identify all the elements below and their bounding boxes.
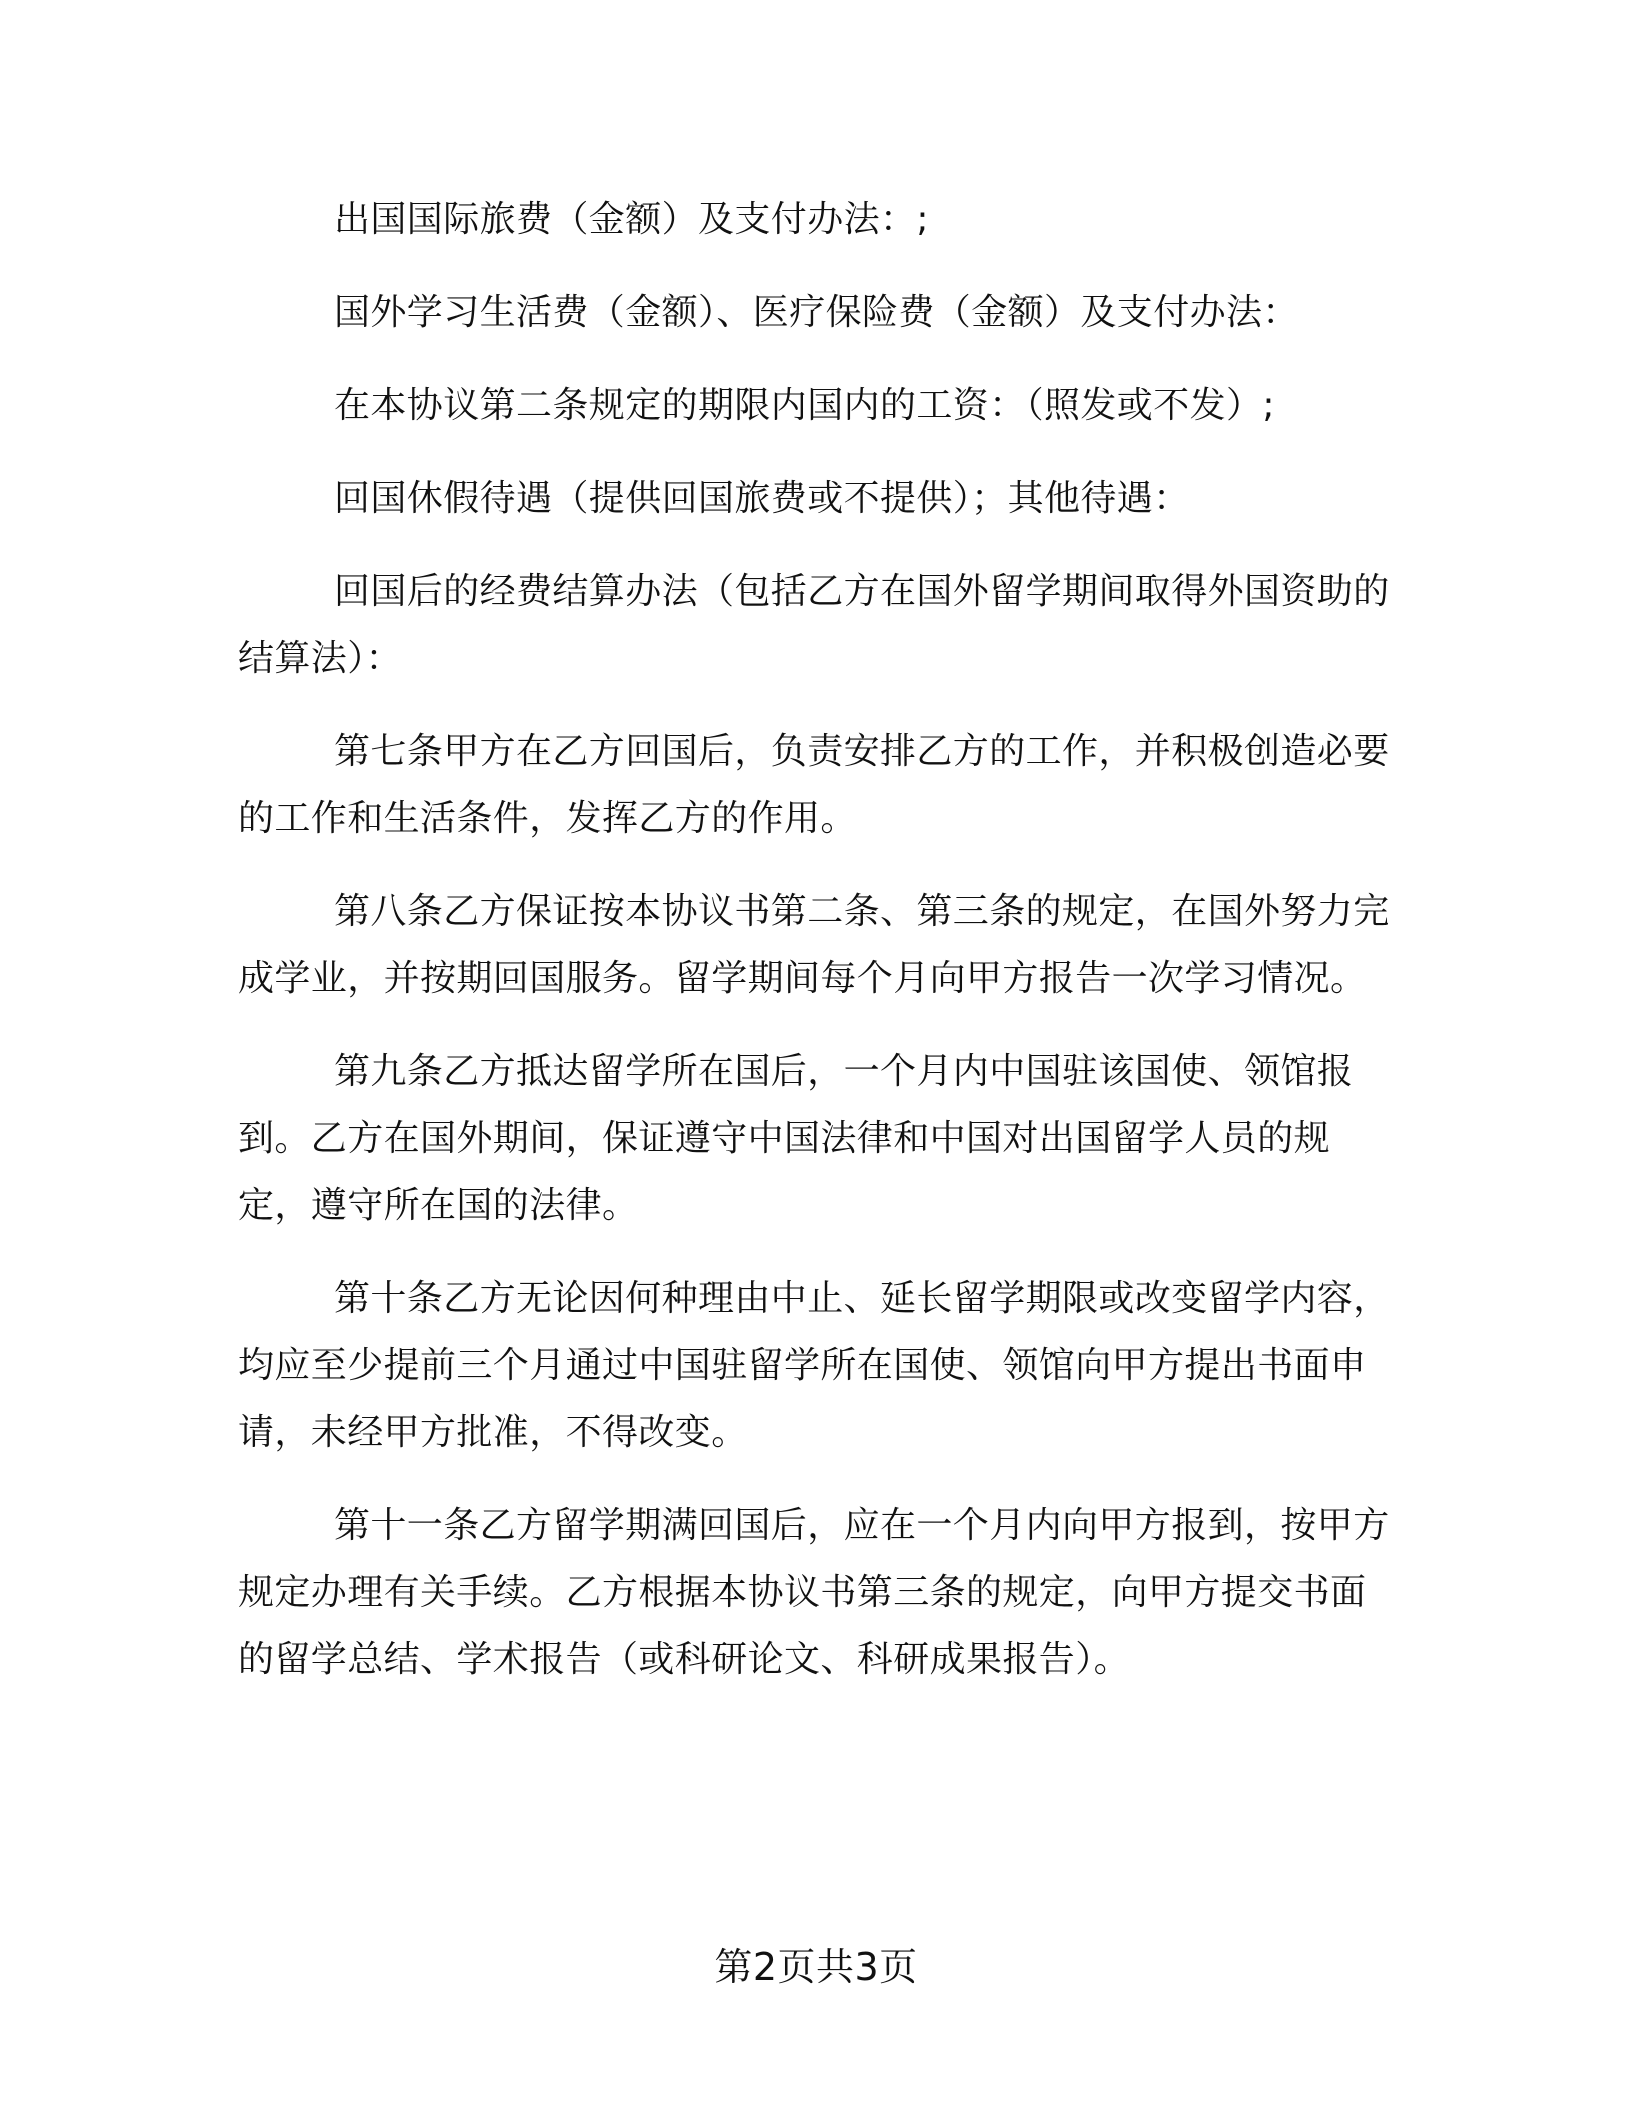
document-body bbox=[238, 186, 1398, 1719]
paragraph-travel-expenses: 出国国际旅费（金额）及支付办法：; bbox=[334, 199, 929, 240]
paragraph-article-7: 第七条甲方在乙方回国后，负责安排乙方的工作，并积极创造必要的工作和生活条件，发挥乙方的作用。 bbox=[238, 731, 1390, 839]
paragraph-article-8: 第八条乙方保证按本协议书第二条、第三条的规定，在国外努力完成学业，并按期回国服务。留学期间每个月向甲方报告一次学习情况。 bbox=[238, 891, 1390, 999]
paragraph-article-11: 第十一条乙方留学期满回国后，应在一个月内向甲方报到，按甲方规定办理有关手续。乙方根据本协议书第三条的规定，向甲方提交书面的留学总结、学术报告（或科研论文、科研成果报告）。 bbox=[238, 1505, 1390, 1680]
paragraph-domestic-salary: 在本协议第二条规定的期限内国内的工资：（照发或不发）; bbox=[334, 385, 1275, 426]
paragraph-settlement: 回国后的经费结算办法（包括乙方在国外留学期间取得外国资助的结算法）： bbox=[238, 571, 1390, 679]
paragraph-home-leave: 回国休假待遇（提供回国旅费或不提供）；其他待遇： bbox=[334, 478, 1190, 519]
paragraph-article-9: 第九条乙方抵达留学所在国后，一个月内中国驻该国使、领馆报到。乙方在国外期间，保证遵守中国法律和中国对出国留学人员的规定，遵守所在国的法律。 bbox=[238, 1051, 1354, 1226]
paragraph-living-expenses: 国外学习生活费（金额）、医疗保险费（金额）及支付办法： bbox=[334, 292, 1299, 333]
page-number-footer: 第2页共3页 bbox=[714, 1945, 918, 1989]
paragraph-article-10: 第十条乙方无论因何种理由中止、延长留学期限或改变留学内容，均应至少提前三个月通过中国驻留学所在国使、领馆向甲方提出书面申请，未经甲方批准，不得改变。 bbox=[238, 1278, 1390, 1453]
